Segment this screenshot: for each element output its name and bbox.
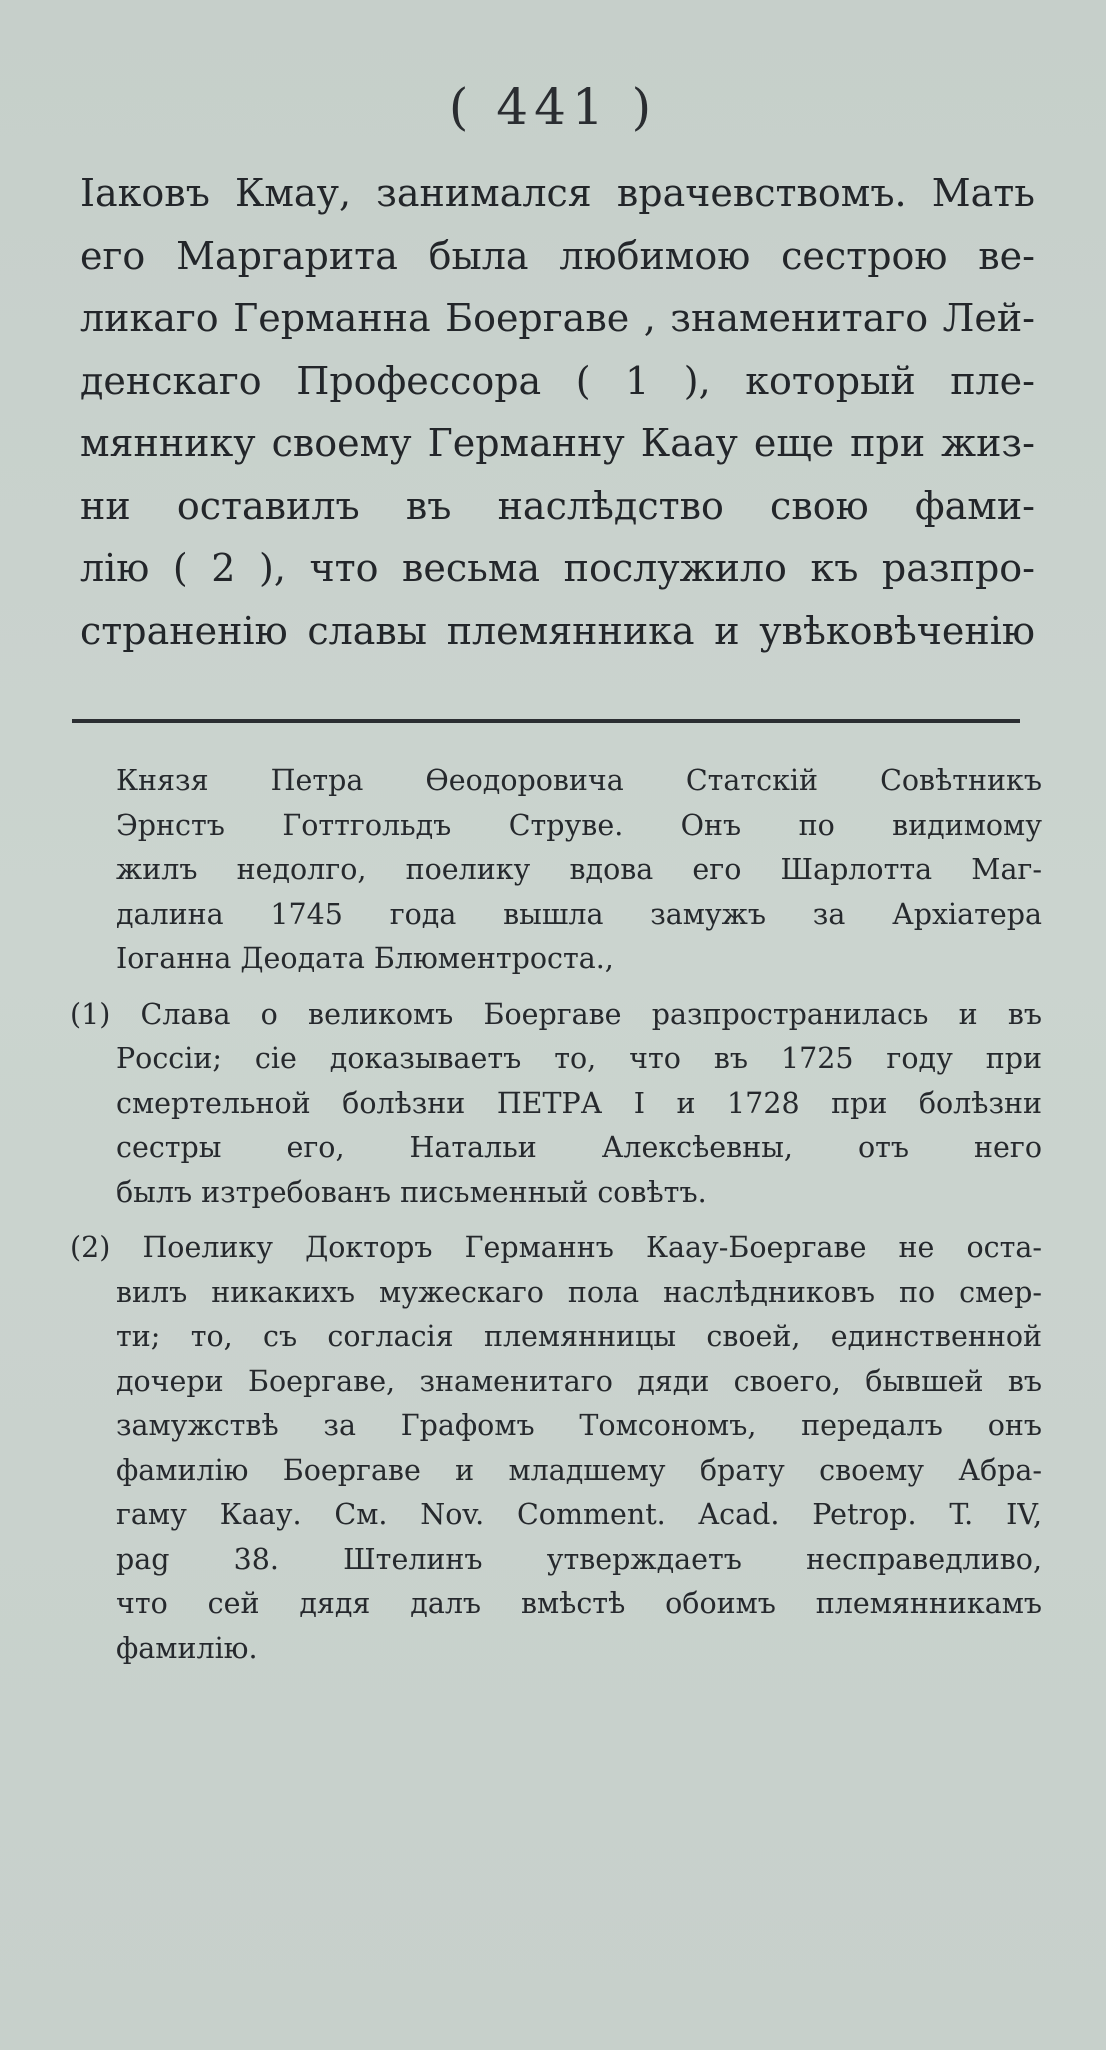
footnote-line: ти; то, съ согласія племянницы своей, единственной (116, 1320, 1042, 1353)
footnote-line: вилъ никакихъ мужескаго пола наслѣдниковъ по смер- (116, 1275, 1042, 1309)
footnotes-section (70, 759, 1042, 1671)
footnote-spacer (70, 1215, 1042, 1226)
main-text-line: ни оставилъ въ наслѣдство свою фами- (80, 483, 1035, 528)
footnote-spacer (70, 982, 1042, 993)
footnote-line: Князя Петра Ѳеодоровича Статскій Совѣтникъ (116, 764, 1042, 797)
footnote-line: гаму Каау. См. Nov. Comment. Acad. Petrop. T. IV, (116, 1498, 1042, 1531)
footnote-line: Эрнстъ Готтгольдъ Струве. Онъ по видимому (116, 808, 1042, 842)
footnote-continuation (70, 759, 1042, 982)
footnote-line: фамилію Боергаве и младшему брату своему Абра- (116, 1453, 1042, 1487)
main-text-line: ликаго Германна Боергаве , знаменитаго Лей- (80, 296, 1035, 340)
footnote-line: замужствѣ за Графомъ Томсономъ, передалъ онъ (116, 1409, 1042, 1442)
footnote-line: (1) Слава о великомъ Боергаве разпространилась и въ (70, 997, 1042, 1031)
page-number: ( 441 ) (448, 78, 658, 136)
footnote-line: сестры его, Натальи Алексѣевны, отъ него (116, 1131, 1042, 1164)
footnote-line: дочери Боергаве, знаменитаго дяди своего, бывшей въ (116, 1364, 1042, 1398)
footnote-line: Іоганна Деодата Блюментроста., (116, 942, 614, 975)
main-text-line: страненію славы племянника и увѣковѣченію (80, 608, 1035, 653)
footnote-2 (70, 1226, 1042, 1671)
footnote-divider (72, 719, 1020, 723)
footnote-1 (70, 993, 1042, 1216)
footnote-line: фамилію. (116, 1631, 258, 1665)
main-text-line: его Маргарита была любимою сестрою ве- (80, 233, 1035, 278)
main-text-line: денскаго Профессора ( 1 ), который пле- (80, 358, 1035, 403)
footnote-line: что сей дядя далъ вмѣстѣ обоимъ племянникамъ (116, 1587, 1042, 1620)
main-text-line: мяннику своему Германну Каау еще при жиз- (80, 421, 1035, 465)
footnote-line: жилъ недолго, поелику вдова его Шарлотта Маг- (116, 853, 1042, 886)
footnote-line: смертельной болѣзни ПЕТРА I и 1728 при болѣзни (116, 1086, 1042, 1120)
footnote-line: pag 38. Штелинъ утверждаетъ несправедливо, (116, 1542, 1042, 1576)
footnote-line: (2) Поелику Докторъ Германнъ Каау-Боергаве не оста- (70, 1231, 1042, 1264)
footnote-line: Россіи; сіе доказываетъ то, что въ 1725 году при (116, 1042, 1042, 1075)
footnote-line: далина 1745 года вышла замужъ за Архіатера (116, 897, 1042, 931)
footnote-line: былъ изтребованъ письменный совѣтъ. (116, 1175, 707, 1209)
main-text-line: лію ( 2 ), что весьма послужило къ разпро- (80, 546, 1035, 590)
main-text-line: Іаковъ Кмау, занимался врачевствомъ. Мать (80, 171, 1035, 215)
main-text-body (80, 162, 1035, 662)
